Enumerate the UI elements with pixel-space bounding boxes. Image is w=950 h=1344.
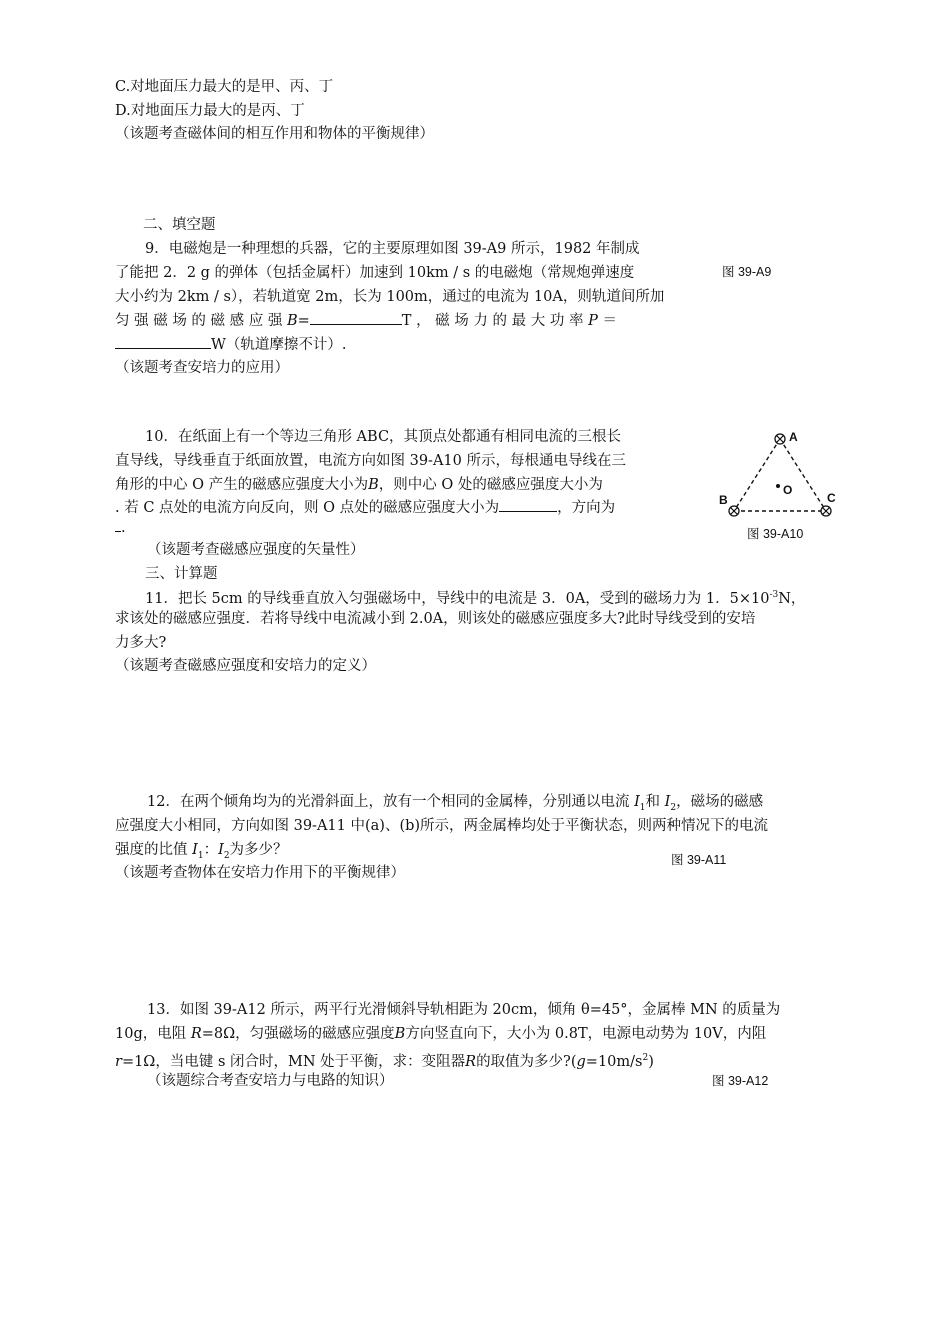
- q13-line-3-text-a: =1Ω，当电键 s 闭合时，MN 处于平衡，求：变阻器: [121, 1053, 466, 1070]
- q10-note: （该题考查磁感应强度的矢量性）: [147, 542, 365, 558]
- q11-line-3: 力多大?: [115, 635, 167, 651]
- q10-line-1: 10．在纸面上有一个等边三角形 ABC，其顶点处都通有相同电流的三根长: [145, 429, 622, 445]
- fig-39-a11-caption: 图 39-A11: [671, 853, 727, 867]
- q13-exponent: 2: [642, 1053, 649, 1063]
- q13-line-2: [115, 1022, 766, 1046]
- q12-line-1-text-a: 12．在两个倾角均为的光滑斜面上，放有一个相同的金属棒，分别通以电流: [147, 794, 630, 810]
- q13-line-3-text-c: 的取值为多少?(: [476, 1053, 577, 1070]
- q10-line-4-text-b: ，方向为: [557, 500, 616, 516]
- q9-line-3: 大小约为 2km / s），若轨道宽 2m，长为 100m，通过的电流为 10A，则轨道间所加: [115, 289, 665, 305]
- q13-line-2-text-b: =8Ω，匀强磁场的磁感应强度: [201, 1026, 395, 1042]
- q10-line-5-text: .: [121, 520, 126, 536]
- q12-ratio-i2: I: [218, 842, 224, 858]
- q9-equals: =: [297, 313, 310, 329]
- q10-line-4: [115, 496, 615, 520]
- q13-line-3-text-e: ): [648, 1053, 654, 1070]
- q9-symbol-p: P: [588, 313, 598, 329]
- q9-line-4-text-a: 匀 强 磁 场 的 磁 感 应 强: [115, 313, 283, 329]
- fig-39-a9-caption: 图 39-A9: [722, 265, 772, 279]
- q10-line-3-text-c: ，则中心 O 处的磁感应强度大小为: [378, 477, 603, 493]
- q13-line-2-text-d: 方向竖直向下，大小为 0.8T，电源电动势为 10V，内阻: [405, 1026, 767, 1042]
- q12-line-3-text-c: 为多少？: [229, 842, 288, 858]
- vertex-label-c: C: [827, 491, 836, 505]
- q10-line-5: [115, 516, 126, 540]
- q9-line-2: 了能把 2．2 g 的弹体（包括金属杆）加速到 10km / s 的电磁炮（常规炮弹速度: [115, 265, 635, 281]
- q13-line-3-text-d: =10m/s: [585, 1053, 643, 1070]
- q10-line-2: 直导线，导线垂直于纸面放置，电流方向如图 39-A10 所示，每根通电导线在三: [115, 453, 626, 469]
- q12-line-2: 应强度大小相同，方向如图 39-A11 中(a)、(b)所示，两金属棒均处于平衡状态，则两种情况下的电流: [115, 818, 769, 834]
- q9-line-1: 9．电磁炮是一种理想的兵器，它的主要原理如图 39-A9 所示，1982 年制成: [145, 241, 640, 257]
- q12-line-3-text-a: 强度的比值: [115, 842, 188, 858]
- q8-option-c: C.对地面压力最大的是甲、丙、丁: [115, 79, 334, 95]
- q12-and: 和: [645, 794, 661, 810]
- q13-symbol-g: g: [576, 1053, 586, 1070]
- q13-line-2-text-a: 10g，电阻: [115, 1026, 187, 1042]
- q9-blank-b-answer[interactable]: [310, 310, 402, 325]
- vertex-label-b: B: [719, 493, 728, 507]
- q13-symbol-big-r: R: [465, 1053, 477, 1070]
- q9-line-5-text: W（轨道摩擦不计）.: [211, 337, 347, 353]
- q8-option-d: D.对地面压力最大的是丙、丁: [115, 103, 305, 119]
- q9-line-4: [115, 309, 617, 333]
- q12-ratio-i1: I: [192, 842, 198, 858]
- q11-line-1-text-a: 11．把长 5cm 的导线垂直放入匀强磁场中，导线中的电流是 3．0A，受到的磁场力为 1．5×10: [145, 590, 770, 607]
- fig-39-a12-caption: 图 39-A12: [712, 1074, 769, 1088]
- triangle-side-ab: [734, 439, 780, 511]
- q13-symbol-b: B: [394, 1026, 406, 1042]
- wire-b-into-page-icon: [729, 506, 739, 516]
- center-point-o: [776, 484, 780, 488]
- center-label-o: O: [783, 483, 793, 497]
- section-3-title: 三、计算题: [145, 566, 218, 582]
- q12-current-i2: I: [664, 794, 671, 810]
- q12-current-i1: I: [634, 794, 640, 810]
- q12-current-i1-sub: 1: [639, 802, 646, 813]
- fig-39-a10-triangle-diagram: [712, 425, 852, 520]
- q13-note: （该题综合考查安培力与电路的知识）: [147, 1073, 394, 1089]
- q13-symbol-small-r: r: [115, 1053, 122, 1070]
- q11-line-1-text-b: N，: [778, 590, 806, 607]
- q9-line-4-text-d: T ， 磁 场 力 的 最 大 功 率: [401, 313, 584, 329]
- section-2-title: 二、填空题: [143, 217, 216, 233]
- q10-line-4-text-a: . 若 C 点处的电流方向反向，则 O 点处的磁感应强度大小为: [115, 500, 500, 516]
- q13-symbol-r: R: [190, 1026, 202, 1042]
- triangle-side-ac: [780, 439, 826, 511]
- q9-note: （该题考查安培力的应用）: [115, 360, 289, 376]
- q12-current-i2-sub: 2: [670, 802, 677, 813]
- q10-symbol-b: B: [368, 477, 379, 493]
- q9-blank-p-answer[interactable]: [115, 334, 211, 349]
- q11-line-2: 求该处的磁感应强度．若将导线中电流减小到 2.0A，则该处的磁感应强度多大?此时导线受到的安培: [115, 611, 756, 627]
- q9-equals-2: ＝: [602, 313, 617, 329]
- q12-note: （该题考查物体在安培力作用下的平衡规律）: [115, 865, 405, 881]
- q11-note: （该题考查磁感应强度和安培力的定义）: [115, 658, 376, 674]
- q12-ratio-colon: ：: [203, 842, 219, 858]
- vertex-label-a: A: [789, 430, 798, 444]
- q10-line-3-text-a: 角形的中心 O 产生的磁感应强度大小为: [115, 477, 369, 493]
- q9-symbol-b: B: [286, 313, 298, 329]
- q10-line-3: [115, 473, 603, 497]
- fig-39-a10-caption: 图 39-A10: [747, 527, 804, 541]
- wire-a-into-page-icon: [775, 434, 785, 444]
- q13-line-1: 13．如图 39-A12 所示，两平行光滑倾斜导轨相距为 20cm，倾角 θ=45°，金属棒 MN 的质量为: [147, 1002, 781, 1018]
- q12-line-1-text-b: ，磁场的磁感: [676, 794, 764, 810]
- q12-ratio-i2-sub: 2: [223, 850, 230, 861]
- q12-ratio-i1-sub: 1: [197, 850, 204, 861]
- wire-c-into-page-icon: [821, 506, 831, 516]
- q8-note: （该题考查磁体间的相互作用和物体的平衡规律）: [115, 126, 434, 142]
- q9-line-5: [115, 333, 347, 357]
- q11-exponent: -3: [769, 590, 779, 600]
- q10-blank-magnitude[interactable]: [499, 497, 557, 512]
